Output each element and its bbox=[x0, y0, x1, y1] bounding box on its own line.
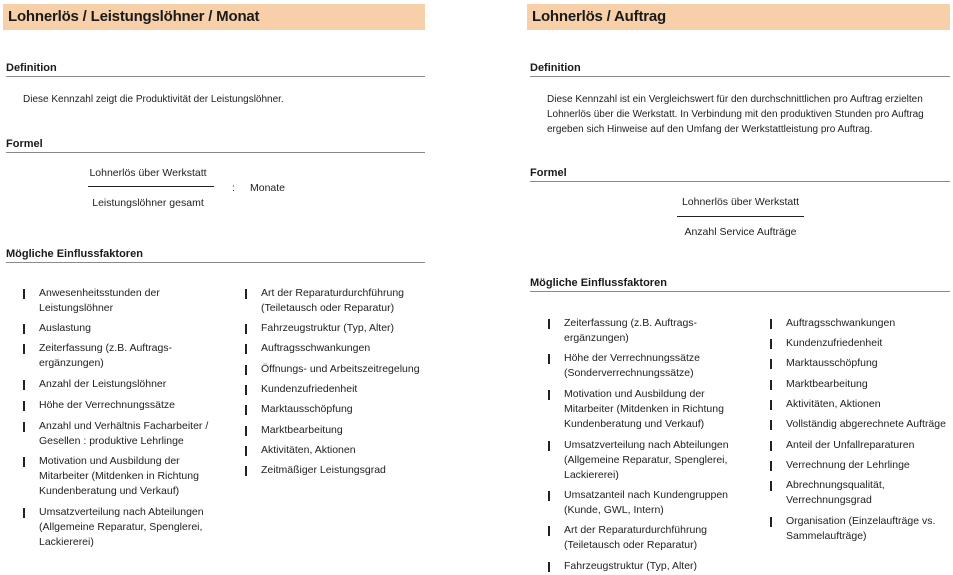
kpi-panel-lohnerloes-monat bbox=[3, 4, 425, 548]
list-item: Organisation (Einzelaufträge vs. Sammelaufträge) bbox=[770, 514, 940, 544]
definition-text: Diese Kennzahl ist ein Vergleichswert für den durchschnittlichen pro Auftrag erzielten Lohnerlös über die Werkstatt. In Verbindung mit den produktiven Stunden pro Auftrag ergeben sich Hinweise auf den Umfang der Werkstattleistung pro Auftrag. bbox=[547, 94, 924, 135]
list-item: Motivation und Ausbildung der Mitarbeiter (Mitdenken in Richtung Kundenberatung und Verkauf) bbox=[23, 454, 213, 499]
panel-title: Lohnerlös / Auftrag bbox=[527, 4, 950, 30]
list-item: Auslastung bbox=[23, 321, 213, 336]
list-item: Auftragsschwankungen bbox=[245, 341, 423, 356]
list-item: Marktbearbeitung bbox=[770, 377, 948, 392]
list-item: Öffnungs- und Arbeitszeitregelung bbox=[245, 362, 423, 377]
factors-heading: Mögliche Einflussfaktoren bbox=[6, 248, 425, 263]
formula-divisor: Monate bbox=[250, 182, 286, 194]
formula-numerator: Lohnerlös über Werkstatt bbox=[681, 196, 800, 208]
list-item: Marktausschöpfung bbox=[245, 402, 423, 417]
factors-heading: Mögliche Einflussfaktoren bbox=[530, 277, 950, 292]
list-item: Marktbearbeitung bbox=[245, 423, 423, 438]
list-item: Aktivitäten, Aktionen bbox=[245, 443, 423, 458]
definition-heading: Definition bbox=[530, 62, 950, 77]
definition-heading: Definition bbox=[6, 62, 425, 77]
definition-text: Diese Kennzahl zeigt die Produktivität der Leistungslöhner. bbox=[23, 94, 284, 105]
panel-title: Lohnerlös / Leistungslöhner / Monat bbox=[3, 4, 425, 30]
list-item: Umsatzanteil nach Kundengruppen (Kunde, GWL, Intern) bbox=[548, 488, 748, 518]
list-item: Umsatzverteilung nach Abteilungen (Allgemeine Reparatur, Spenglerei, Lackiererei) bbox=[23, 505, 213, 550]
list-item: Anzahl und Verhältnis Facharbeiter / Gesellen : produktive Lehrlinge bbox=[23, 419, 213, 449]
list-item: Höhe der Verrechnungssätze bbox=[23, 398, 213, 413]
list-item: Anteil der Unfallreparaturen bbox=[770, 438, 948, 453]
formula-heading: Formel bbox=[530, 167, 950, 182]
fraction-line bbox=[88, 186, 214, 187]
list-item: Fahrzeugstruktur (Typ, Alter) bbox=[548, 559, 748, 574]
list-item: Art der Reparaturdurchführung (Teiletausch oder Reparatur) bbox=[245, 286, 423, 316]
list-item: Zeiterfassung (z.B. Auftrags-ergänzungen) bbox=[548, 316, 708, 346]
list-item: Kundenzufriedenheit bbox=[770, 336, 948, 351]
list-item: Anzahl der Leistungslöhner bbox=[23, 377, 213, 392]
list-item: Aktivitäten, Aktionen bbox=[770, 397, 948, 412]
list-item: Abrechnungsqualität, Verrechnungsgrad bbox=[770, 478, 920, 508]
list-item: Auftragsschwankungen bbox=[770, 316, 948, 331]
fraction-line bbox=[677, 216, 804, 217]
list-item: Verrechnung der Lehrlinge bbox=[770, 458, 948, 473]
list-item: Kundenzufriedenheit bbox=[245, 382, 423, 397]
list-item: Vollständig abgerechnete Aufträge bbox=[770, 417, 948, 432]
list-item: Höhe der Verrechnungssätze (Sonderverrechnungssätze) bbox=[548, 351, 748, 381]
list-item: Motivation und Ausbildung der Mitarbeiter (Mitdenken in Richtung Kundenberatung und Verkauf) bbox=[548, 387, 748, 432]
formula-heading: Formel bbox=[6, 138, 425, 153]
formula-numerator: Lohnerlös über Werkstatt bbox=[89, 167, 207, 179]
list-item: Umsatzverteilung nach Abteilungen (Allgemeine Reparatur, Spenglerei, Lackiererei) bbox=[548, 438, 748, 483]
list-item: Zeiterfassung (z.B. Auftrags-ergänzungen) bbox=[23, 341, 193, 371]
kpi-panel-lohnerloes-auftrag bbox=[527, 4, 950, 572]
formula-denominator: Leistungslöhner gesamt bbox=[92, 197, 204, 209]
formula-denominator: Anzahl Service Aufträge bbox=[684, 226, 797, 238]
list-item: Art der Reparaturdurchführung (Teiletausch oder Reparatur) bbox=[548, 523, 748, 553]
list-item: Zeitmäßiger Leistungsgrad bbox=[245, 463, 423, 478]
formula-operator: : bbox=[232, 182, 235, 194]
list-item: Fahrzeugstruktur (Typ, Alter) bbox=[245, 321, 423, 336]
list-item: Marktausschöpfung bbox=[770, 356, 948, 371]
list-item: Anwesenheitsstunden der Leistungslöhner bbox=[23, 286, 213, 316]
